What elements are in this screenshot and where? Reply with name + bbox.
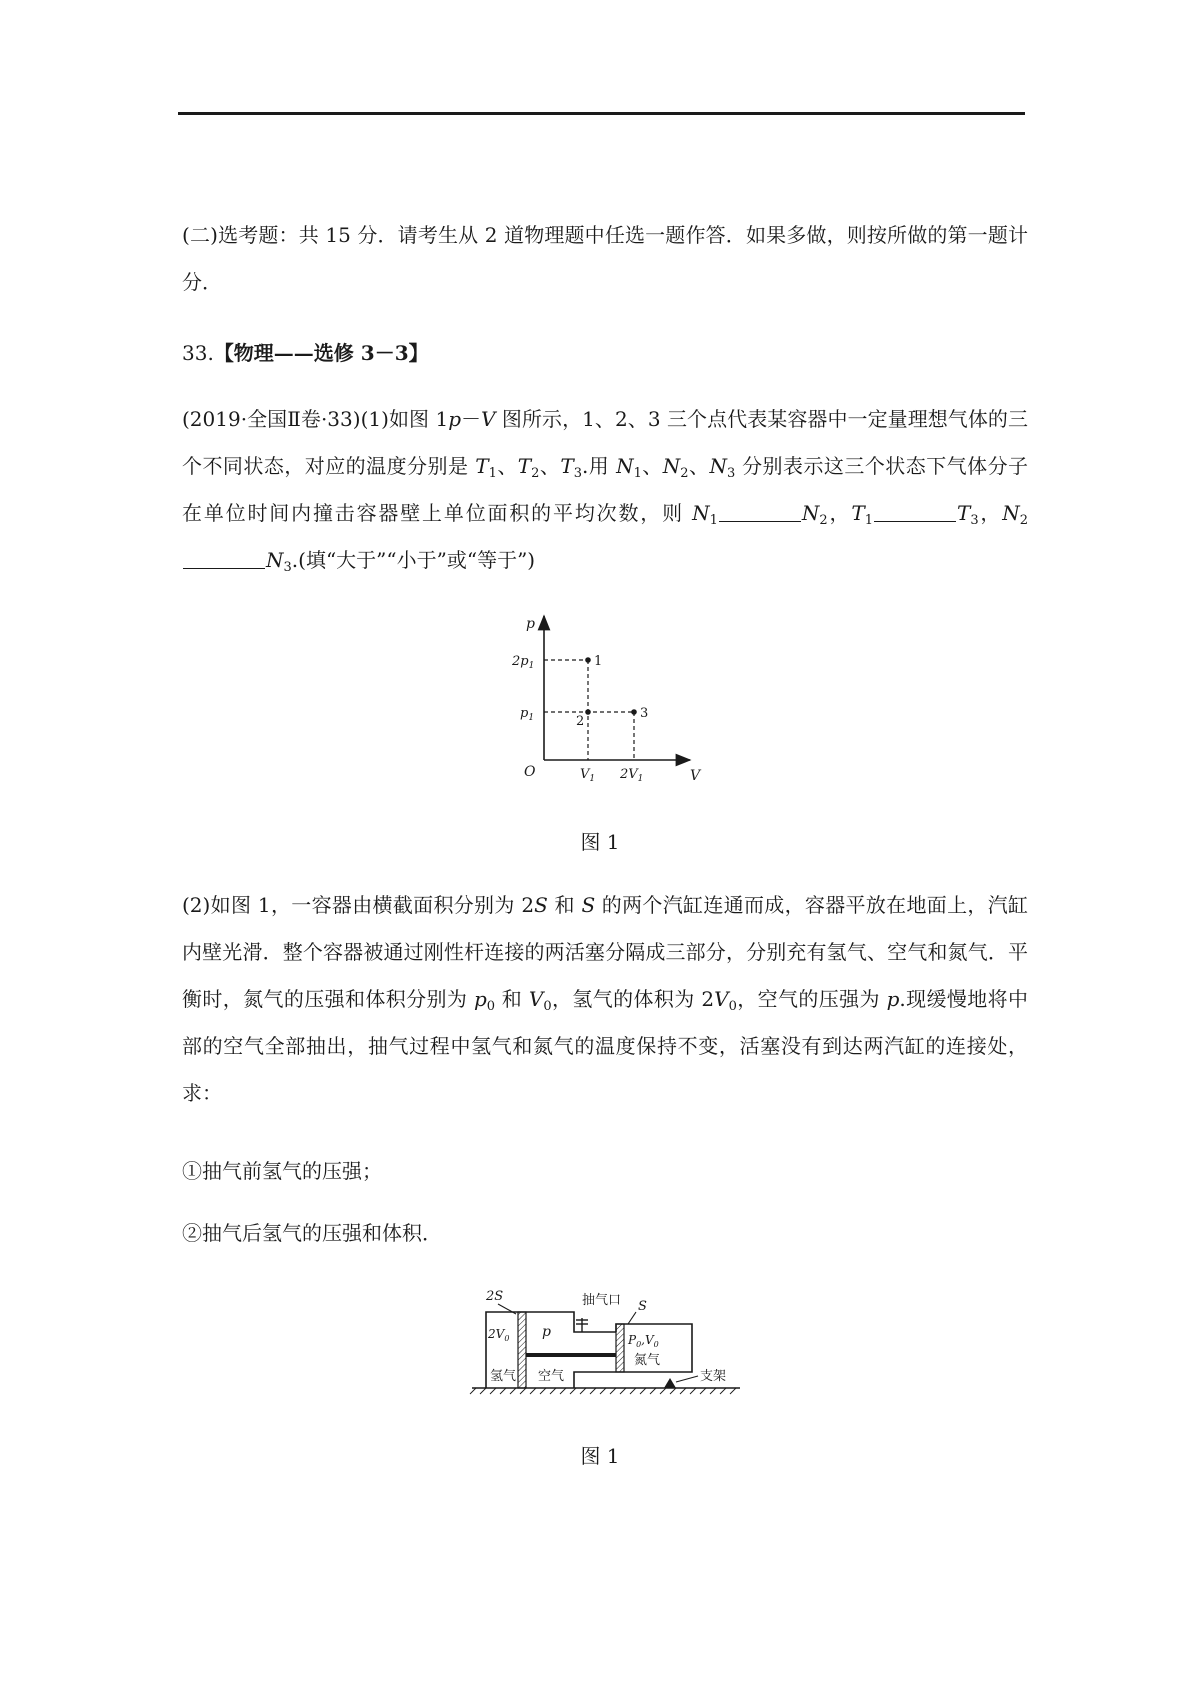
label-s: S bbox=[638, 1299, 647, 1314]
question-number: 33. bbox=[182, 341, 214, 365]
tick-p1: $p_1$ bbox=[520, 706, 535, 723]
small-piston bbox=[616, 1324, 624, 1372]
answer-blank-2[interactable] bbox=[874, 503, 956, 522]
label-h2-volume: $2V_0$ bbox=[488, 1327, 510, 1343]
p-axis-label: p bbox=[526, 616, 535, 632]
cylinder-diagram bbox=[466, 1276, 746, 1406]
large-piston bbox=[518, 1312, 526, 1388]
label-h2: 氢气 bbox=[490, 1369, 517, 1384]
v-axis-label: V bbox=[690, 768, 701, 782]
label-2s: 2S bbox=[486, 1289, 504, 1304]
question-source: (2019·全国Ⅱ卷·33) bbox=[182, 407, 361, 431]
sub-question-2: ②抽气后氢气的压强和体积． bbox=[182, 1221, 442, 1245]
question-part1: (2019·全国Ⅱ卷·33)(1)如图 1p－V 图所示，1、2、3 三个点代表某容器中一定量理想气体的三个不同状态，对应的温度分别是 $T_1$、$T_2$、$T_3$.用 $N_1$、$N_2$、$N_3$ 分别表示这三个状态下气体分子在单位时间内撞击容器壁上单位面积的平均次数，则 $N_1$ $N_2$，$T_1$ $T_3$，$N_2N_3$.(填“大于”“小于”或“等于”) bbox=[182, 407, 1029, 575]
rigid-rod bbox=[526, 1353, 616, 1357]
origin-label: O bbox=[524, 764, 536, 780]
connector-bottom bbox=[574, 1372, 616, 1388]
state-point-2 bbox=[585, 709, 591, 715]
tick-2p1: $2p_1$ bbox=[512, 654, 535, 671]
point-label-2: 2 bbox=[576, 714, 585, 729]
blank-prompt: (填“大于”“小于”或“等于”) bbox=[298, 548, 536, 572]
section-intro: (二)选考题：共 15 分．请考生从 2 道物理题中任选一题作答．如果多做，则按所做的第一题计分． bbox=[182, 223, 1028, 294]
label-n2: 氮气 bbox=[634, 1353, 661, 1368]
tick-2v1: $2V_1$ bbox=[620, 767, 644, 782]
label-support: 支架 bbox=[700, 1369, 727, 1384]
state-point-3 bbox=[631, 709, 637, 715]
support-stand bbox=[664, 1378, 676, 1388]
label-p: p bbox=[542, 1324, 551, 1340]
state-point-1 bbox=[585, 657, 591, 663]
figure1-caption: 图 1 bbox=[580, 830, 620, 854]
label-air: 空气 bbox=[538, 1369, 565, 1384]
figure2-caption: 图 1 bbox=[580, 1444, 620, 1468]
header-rule bbox=[178, 112, 1025, 115]
pv-diagram bbox=[510, 612, 710, 782]
sub-question-1: ①抽气前氢气的压强； bbox=[182, 1159, 382, 1183]
support-leader bbox=[676, 1376, 698, 1382]
point-label-1: 1 bbox=[594, 654, 603, 669]
question-title bbox=[182, 330, 1028, 377]
answer-blank-1[interactable] bbox=[719, 503, 801, 522]
question-heading: 【物理——选修 3－3】 bbox=[213, 341, 429, 365]
label-n2-state: $P_0,V_0$ bbox=[628, 1333, 659, 1349]
ground-hatch bbox=[470, 1388, 736, 1394]
label-outlet: 抽气口 bbox=[582, 1293, 622, 1308]
question-part2: (2)如图 1，一容器由横截面积分别为 2S 和 S 的两个汽缸连通而成，容器平放在地面上，汽缸内壁光滑．整个容器被通过刚性杆连接的两活塞分隔成三部分，分别充有氢气、空气和氮气．平衡时，氮气的压强和体积分别为 $p_0$ 和 $V_0$，氢气的体积为 $2V_0$，空气的压强为 p.现缓慢地将中部的空气全部抽出，抽气过程中氢气和氮气的温度保持不变，活塞没有到达两汽缸的连接处，求： bbox=[182, 893, 1029, 1105]
point-label-3: 3 bbox=[640, 706, 649, 721]
tick-v1: $V_1$ bbox=[580, 767, 596, 782]
s-leader bbox=[628, 1312, 636, 1324]
answer-blank-3[interactable] bbox=[183, 550, 265, 569]
